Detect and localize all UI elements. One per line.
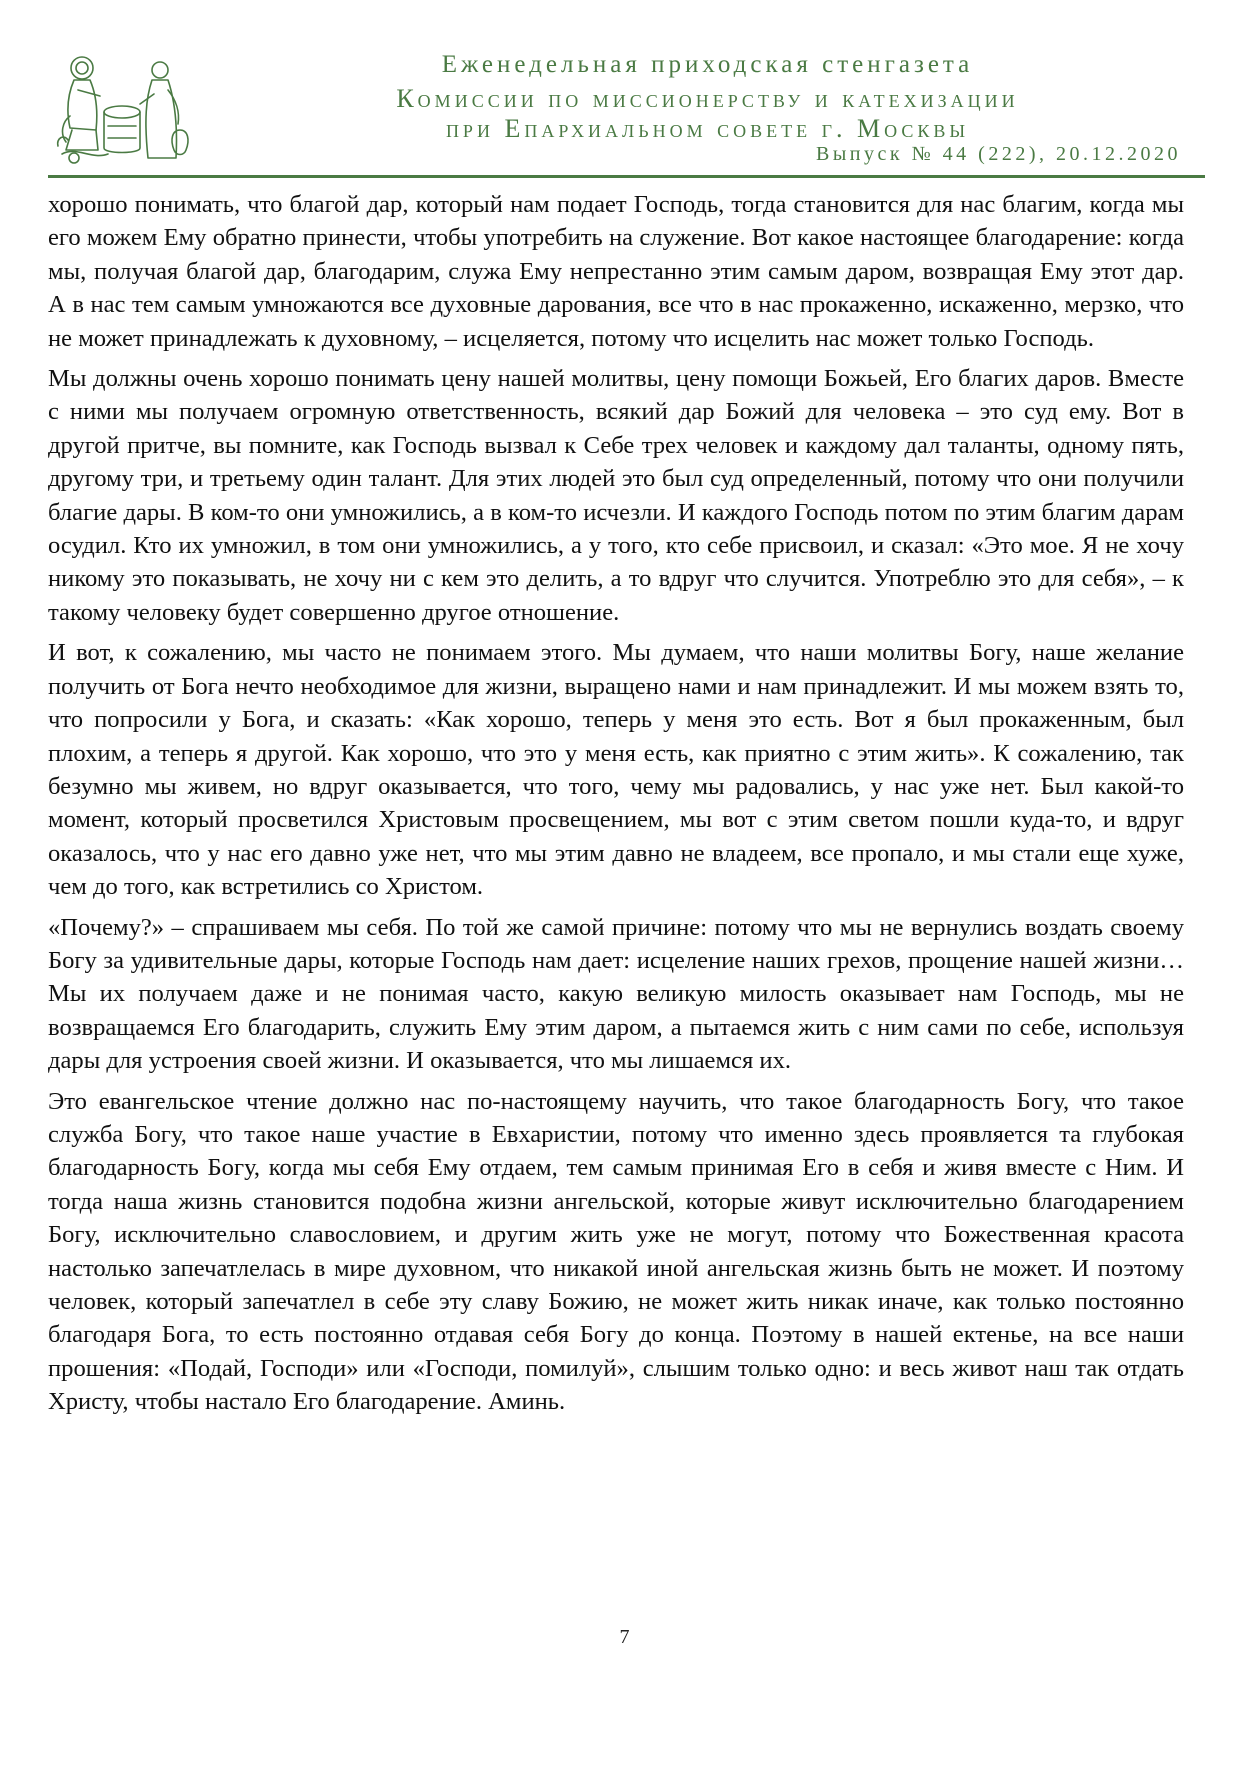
- masthead-subtitle: Еженедельная приходская стенгазета: [441, 51, 974, 78]
- paragraph: И вот, к сожалению, мы часто не понимаем этого. Мы думаем, что наши молитвы Богу, наше желание получить от Бога нечто необходимое для жизни, выращено нами и нам принадлежит. И мы можем взять то, что попросили у Бога, и сказать: «Как хорошо, теперь у меня это есть. Вот я был прокаженным, был плохим, а теперь я другой. Как хорошо, что это у меня есть, как приятно с этим жить». К сожалению, так безумно мы живем, но вдруг оказывается, что того, чему мы радовались, у нас уже нет. Был какой-то момент, который просветился Христовым просвещением, мы вот с этим светом пошли куда-то, и вдруг оказалось, что у нас его давно уже нет, что мы этим давно не владеем, все пропало, и мы стали еще хуже, чем до того, как встретились со Христом.: [48, 639, 1184, 901]
- paragraph: хорошо понимать, что благой дар, который нам подает Господь, тогда становится для нас благим, когда мы его можем Ему обратно принести, чтобы употребить на служение. Вот какое настоящее благодарение: когда мы, получая благой дар, благодарим, служа Ему непрестанно этим самым даром, возвращая Ему этот дар. А в нас тем самым умножаются все духовные дарования, все что в нас прокаженно, искаженно, мерзко, что не может принадлежать к духовному, – исцеляется, потому что исцелить нас может только Господь.: [48, 191, 1184, 352]
- masthead-commission: Комиссии по миссионерству и катехизации: [396, 84, 1019, 113]
- header-divider: [48, 175, 1205, 178]
- paragraph: Мы должны очень хорошо понимать цену нашей молитвы, цену помощи Божьей, Его благих даров. Вместе с ними мы получаем огромную ответственность, всякий дар Божий для человека – это суд ему. Вот в другой притче, вы помните, как Господь вызвал к Себе трех человек и каждому дал таланты, одному пять, другому три, и третьему один талант. Для этих людей это был суд определенный, потому что они получили благие дары. В ком-то они умножились, а в ком-то исчезли. И каждого Господь потом по этим благим дарам осудил. Кто их умножил, в том они умножились, а у того, кто себе присвоил, и сказал: «Это мое. Я не хочу никому это показывать, не хочу ни с кем это делить, а то вдруг что случится. Употреблю это для себя», – к такому человеку будет совершенно другое отношение.: [48, 365, 1184, 626]
- logo-icon: [56, 50, 200, 168]
- paragraph: «Почему?» – спрашиваем мы себя. По той же самой причине: потому что мы не вернулись воздать своему Богу за удивительные дары, которые Господь нам дает: исцеление наших грехов, прощение нашей жизни… Мы их получаем даже и не понимая часто, какую великую милость оказывает нам Господь, мы не возвращаемся Его благодарить, служить Ему этим даром, а пытаемся жить с ним сами по себе, используя дары для устроения своей жизни. И оказывается, что мы лишаемся их.: [48, 913, 1184, 1075]
- issue-info: Выпуск № 44 (222), 20.12.2020: [816, 143, 1181, 165]
- masthead: [230, 50, 1185, 144]
- page-number: 7: [619, 1626, 630, 1648]
- masthead-council: при Епархиальном совете г. Москвы: [445, 114, 970, 143]
- paragraph: Это евангельское чтение должно нас по-настоящему научить, что такое благодарность Богу, что такое служба Богу, что такое наше участие в Евхаристии, потому что именно здесь проявляется та глубокая благодарность Богу, когда мы себя Ему отдаем, тем самым принимая Его в себя и живя вместе с Ним. И тогда наша жизнь становится подобна жизни ангельской, которые живут исключительно благодарением Богу, исключительно славословием, и другим жить уже не могут, потому что Божественная красота настолько запечатлелась в мире духовном, что никакой иной ангельская жизнь быть не может. И поэтому человек, который запечатлел в себе эту славу Божию, не может жить никак иначе, как только постоянно благодаря Бога, то есть постоянно отдавая себя Богу до конца. Поэтому в нашей ектенье, на все наши прошения: «Подай, Господи» или «Господи, помилуй», слышим только одно: и весь живот наш так отдать Христу, чтобы настало Его благодарение. Аминь.: [48, 1087, 1184, 1416]
- article-body: [48, 188, 1184, 1426]
